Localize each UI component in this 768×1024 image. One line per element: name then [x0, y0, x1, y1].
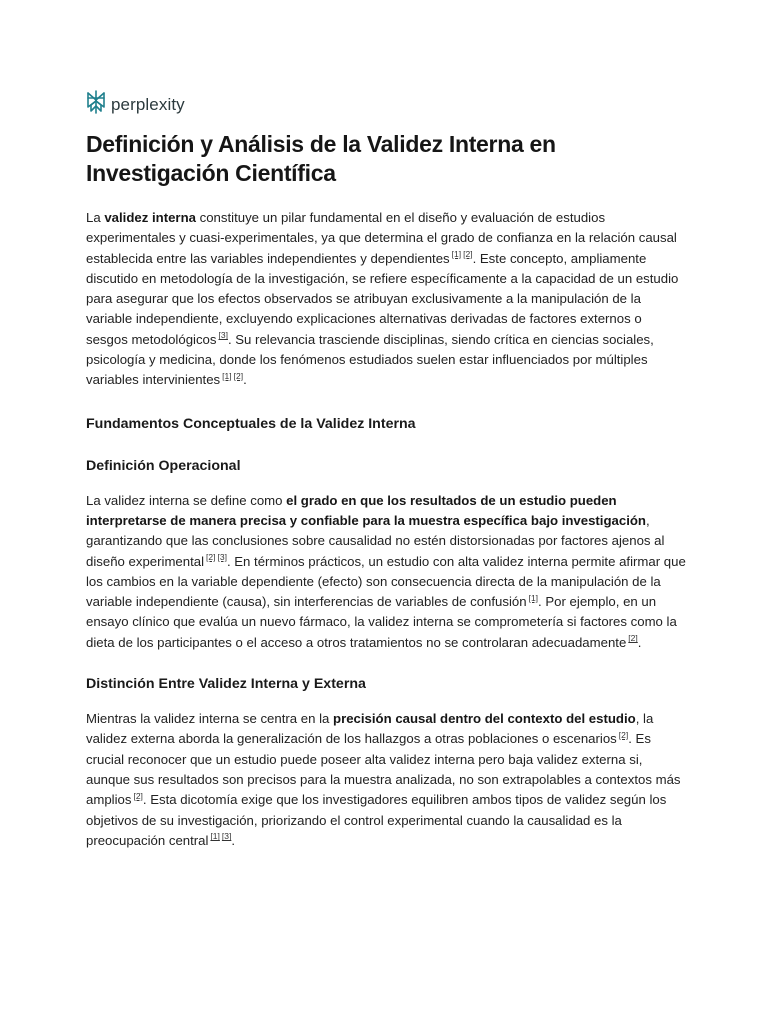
text: La — [86, 210, 105, 225]
citation-link[interactable]: [2] — [133, 790, 143, 801]
subsection-heading-distinction: Distinción Entre Validez Interna y Externa — [86, 676, 366, 693]
intro-paragraph — [86, 208, 686, 391]
text: . Esta dicotomía exige que los investigadores equilibren ambos tipos de validez según los objetivos de su investigación, priorizando el control experimental cuando la causalidad es la preocupación central — [86, 792, 667, 848]
text: . Por ejemplo, en un ensayo clínico que evalúa un nuevo fármaco, la validez interna se comprometería si factores como la dieta de los participantes o el acceso a otros tratamientos no se controlaran adecuadamente — [86, 594, 677, 650]
bold-text: validez interna — [104, 210, 196, 225]
citation-link[interactable]: [2] — [628, 633, 638, 644]
citation-link[interactable]: [3] — [218, 330, 228, 341]
bold-text: precisión causal dentro del contexto del estudio — [333, 711, 636, 727]
citation-link[interactable]: [2] — [463, 249, 473, 260]
citation-link[interactable]: [1] — [210, 831, 220, 842]
text: constituye un pilar fundamental en el diseño y evaluación de estudios experimentales y cuasi-experimentales, ya que determina el grado de confianza en la relación causal establecida entre las variables independientes y dependientes — [86, 210, 677, 266]
text: . Es crucial reconocer que un estudio puede poseer alta validez interna pero baja validez externa si, aunque sus resultados son precisos para la muestra analizada, no son extrapolables a contextos más amplios — [86, 731, 681, 808]
text: . — [637, 634, 642, 650]
brand-logo[interactable] — [86, 90, 185, 119]
page-title: Definición y Análisis de la Validez Interna en Investigación Científica — [86, 131, 556, 186]
bold-text: el grado en que los resultados de un estudio pueden interpretarse de manera precisa y confiable para la muestra específica bajo investigación — [86, 492, 646, 528]
document-content — [86, 130, 686, 851]
citation-link[interactable]: [2] — [233, 370, 244, 381]
perplexity-logo-icon — [86, 90, 106, 119]
citation-link[interactable]: [3] — [221, 831, 232, 842]
text: . Su relevancia trasciende disciplinas, siendo crítica en ciencias sociales, psicología y medicina, donde los fenómenos estudiados suelen estar influenciados por múltiples variables intervinientes — [86, 331, 654, 388]
citation-link[interactable]: [1] — [451, 249, 462, 260]
citation-link[interactable]: [2] — [206, 552, 216, 563]
citation-link[interactable]: [2] — [618, 729, 629, 740]
text: , garantizando que las conclusiones sobre causalidad no estén distorsionadas por factores ajenos al diseño experimental — [86, 512, 665, 569]
text: Mientras la validez interna se centra en la — [86, 711, 334, 727]
text: , la validez externa aborda la generalización de los hallazgos a otras poblaciones o escenarios — [86, 711, 654, 747]
operational-paragraph — [86, 491, 686, 653]
citation-link[interactable]: [3] — [217, 552, 227, 563]
text: . Este concepto, ampliamente discutido en metodología de la investigación, se refiere específicamente a la capacidad de un estudio para asegurar que los efectos observados se atribuyan exclusivamente a la manipulación de la variable independiente, excluyendo explicaciones alternativas derivadas de factores externos o sesgos metodológicos — [86, 250, 679, 347]
text: . — [231, 832, 236, 848]
text: La validez interna se define como — [86, 492, 287, 508]
citation-link[interactable]: [1] — [528, 592, 539, 603]
distinction-paragraph — [86, 709, 686, 851]
section-heading: Fundamentos Conceptuales de la Validez Interna — [86, 415, 416, 432]
citation-link[interactable]: [1] — [222, 370, 232, 381]
text: . En términos prácticos, un estudio con alta validez interna permite afirmar que los cambios en la variable dependiente (efecto) son consecuencia directa de la manipulación de la variable independiente (causa), sin interferencias de variables de confusión — [86, 553, 686, 610]
text: . — [243, 372, 247, 388]
brand-name: perplexity — [111, 94, 185, 114]
subsection-heading-operational: Definición Operacional — [86, 457, 241, 474]
